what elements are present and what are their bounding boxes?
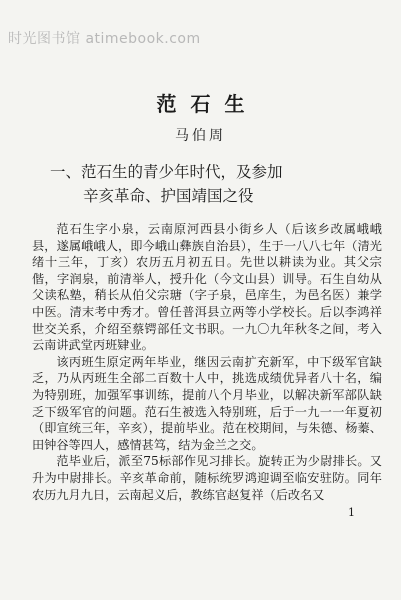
watermark-text: 时光图书馆 atimebook.com — [8, 31, 201, 47]
article-body — [32, 221, 382, 503]
article-title: 范石生 — [156, 92, 259, 116]
section-heading-line-1: 一、范石生的青少年时代，及参加 — [50, 163, 283, 181]
body-paragraph: 范毕业后，派至75标部作见习排长。旋转正为少尉排长。又升为中尉排长。辛亥革命前，随标统罗鸿迎调至临安驻防。同年农历九月九日，云南起义后，教练官赵复祥（后改名又 — [32, 454, 382, 502]
section-heading — [50, 160, 370, 208]
page-number: 1 — [348, 506, 355, 519]
article-author: 马伯周 — [175, 128, 226, 144]
body-paragraph: 范石生字小泉，云南原河西县小街乡人（后该乡改属峨峨县，遂属峨峨人，即今峨山彝族自治县），生于一八八七年（清光绪十三年，丁亥）农历五月初五日。先世以耕读为业。其父宗偕，字润泉，前清举人，授升化（今文山县）训导。石生自幼从父读私塾，稍长从伯父宗瑭（字子泉，邑庠生，为邑名医）兼学中医。清末考中秀才。曾任普洱县立两等小学校长。后以李鸿祥世交关系，介绍至蔡锷部任文书职。一九〇九年秋冬之间，考入云南讲武堂丙班肄业。 — [32, 222, 382, 353]
section-heading-line-2: 辛亥革命、护国靖国之役 — [83, 187, 254, 205]
body-paragraph: 该丙班生原定两年毕业，继因云南扩充新军，中下级军官缺乏，乃从丙班生全部二百数十人中，挑选成绩优异者八十名，编为特别班，加强军事训练，提前八个月毕业，以解决新军部队缺乏下级军官的问题。范石生被选入特别班，后于一九一一年夏初（即宣统三年，辛亥），提前毕业。范在校期间，与朱德、杨蓁、田钟谷等四人，感情甚笃，结为金兰之交。 — [32, 354, 382, 452]
